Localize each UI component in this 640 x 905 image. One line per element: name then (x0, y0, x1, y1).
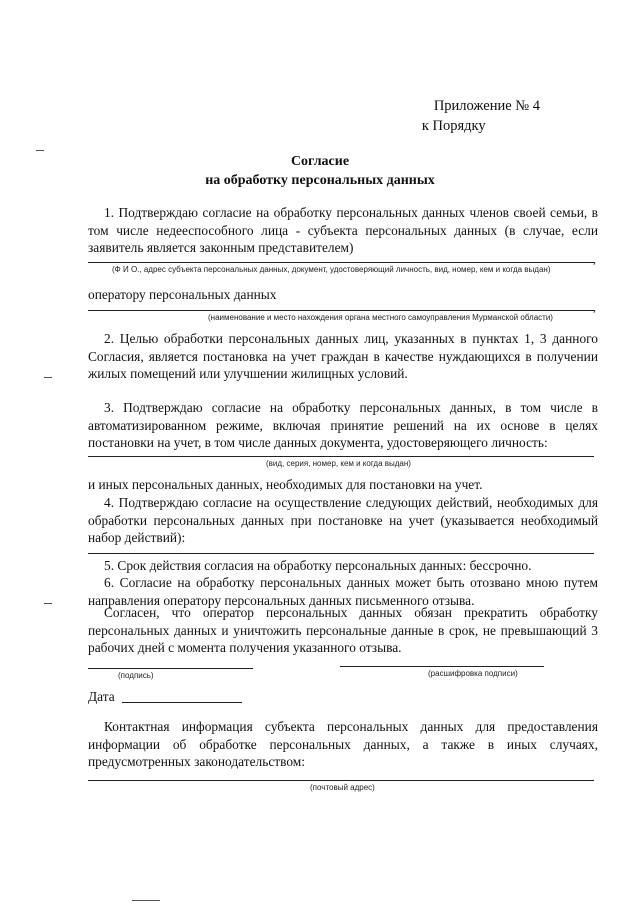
document-title (0, 152, 640, 190)
date-label: Дата (88, 689, 115, 704)
paragraph-7: Согласен, что оператор персональных данных обязан прекратить обработку персональных данных и уничтожить персональные данные в срок, не превышающий 3 рабочих дней с момента получения указанного отзыва. (88, 605, 598, 655)
signature-caption: (подпись) (118, 671, 154, 680)
annex-reference (422, 96, 540, 136)
operator-label: оператору персональных данных (88, 287, 277, 302)
paragraph-5: 5. Срок действия согласия на обработку персональных данных: бессрочно. (104, 558, 532, 573)
decode-caption: (расшифровка подписи) (428, 669, 518, 678)
fio-input-line[interactable] (88, 262, 594, 263)
operator-input-line[interactable] (88, 310, 594, 311)
address-input-line[interactable] (88, 780, 594, 781)
decode-input-line[interactable] (340, 666, 544, 667)
title-line-1: Согласие (290, 154, 350, 169)
paragraph-8: Контактная информация субъекта персональных данных для предоставления информации об обработке персональных данных, а также в иных случаях, предусмотренных законодательством: (88, 719, 598, 769)
margin-mark (44, 377, 52, 378)
document-input-line[interactable] (88, 456, 594, 457)
paragraph-3: 3. Подтверждаю согласие на обработку персональных данных, в том числе в автоматизированном режиме, включая принятие решений на их основе в целях постановки на учет, в том числе данных документа, удостоверяющего личность: (88, 400, 598, 450)
date-input-line[interactable] (122, 702, 242, 703)
paragraph-2: 2. Целью обработки персональных данных лиц, указанных в пунктах 1, 3 данного Согласия, является постановка на учет граждан в качестве нуждающихся в получении жилых помещений или улучшении жилищных условий. (88, 331, 598, 381)
comma-2: , (593, 300, 596, 314)
paragraph-6: 6. Согласие на обработку персональных данных может быть отозвано мною путем направления оператору персональных данных письменного отзыва. (88, 575, 598, 608)
fio-caption: (Ф И О., адрес субъекта персональных данных, документ, удостоверяющий личность, вид, номер, кем и когда выдан) (112, 265, 551, 274)
annex-order: к Порядку (421, 118, 486, 134)
address-caption: (почтовый адрес) (310, 783, 375, 792)
annex-number: Приложение № 4 (433, 98, 540, 114)
actions-input-line[interactable] (88, 553, 594, 554)
paragraph-1: 1. Подтверждаю согласие на обработку персональных данных членов своей семьи, в том числе недееспособного лица - субъекта персональных данных (в случае, если заявитель является законным представителем) (88, 205, 598, 255)
paragraph-3-continuation: и иных персональных данных, необходимых для постановки на учет. (88, 477, 483, 492)
document-caption: (вид, серия, номер, кем и когда выдан) (266, 459, 411, 468)
margin-mark (44, 603, 52, 604)
paragraph-4: 4. Подтверждаю согласие на осуществление следующих действий, необходимых для обработки персональных данных при постановке на учет (указывается необходимый набор действий): (88, 495, 598, 545)
margin-mark (36, 150, 44, 151)
comma-1: , (593, 252, 596, 266)
margin-mark (132, 900, 160, 901)
operator-caption: (наименование и место нахождения органа местного самоуправления Мурманской области) (208, 313, 553, 322)
title-line-2: на обработку персональных данных (205, 173, 435, 188)
signature-input-line[interactable] (88, 668, 253, 669)
